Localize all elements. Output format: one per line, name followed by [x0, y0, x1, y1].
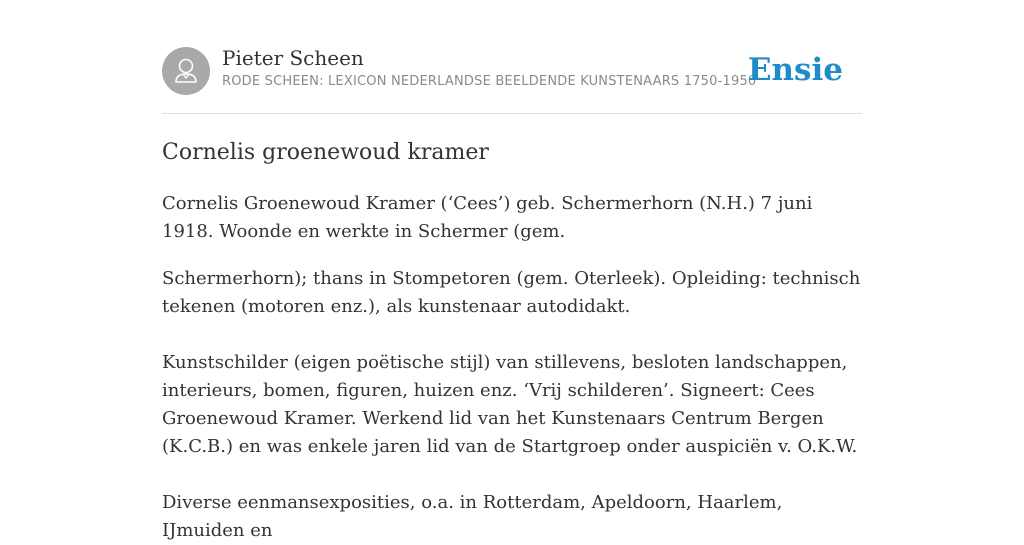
author-name[interactable]: Pieter Scheen: [222, 46, 364, 70]
source-title[interactable]: RODE SCHEEN: LEXICON NEDERLANDSE BEELDENDE KUNSTENAARS 1750-1950: [222, 74, 757, 89]
page-title: Cornelis groenewoud kramer: [162, 140, 489, 165]
article-paragraph: Diverse eenmansexposities, o.a. in Rotterdam, Apeldoorn, Haarlem, IJmuiden en: [162, 492, 783, 541]
user-avatar-icon[interactable]: [162, 47, 210, 95]
article-body: [162, 190, 862, 545]
ensie-logo[interactable]: Ensie: [747, 52, 843, 88]
article-header: [162, 46, 862, 114]
user-silhouette-icon: [162, 47, 210, 95]
article-paragraph: Cornelis Groenewoud Kramer (‘Cees’) geb. Schermerhorn (N.H.) 7 juni 1918. Woonde en werkte in Schermer (gem.: [162, 193, 813, 242]
article-paragraph: Schermerhorn); thans in Stompetoren (gem. Oterleek). Opleiding: technisch tekenen (motoren enz.), als kunstenaar autodidakt.: [162, 268, 861, 317]
article-paragraph: Kunstschilder (eigen poëtische stijl) van stillevens, besloten landschappen, interieurs, bomen, figuren, huizen enz. ‘Vrij schilderen’. Signeert: Cees Groenewoud Kramer. Werkend lid van het Kunstenaars Centrum Bergen (K.C.B.) en was enkele jaren lid van de Startgroep onder auspiciën v. O.K.W.: [162, 352, 858, 457]
